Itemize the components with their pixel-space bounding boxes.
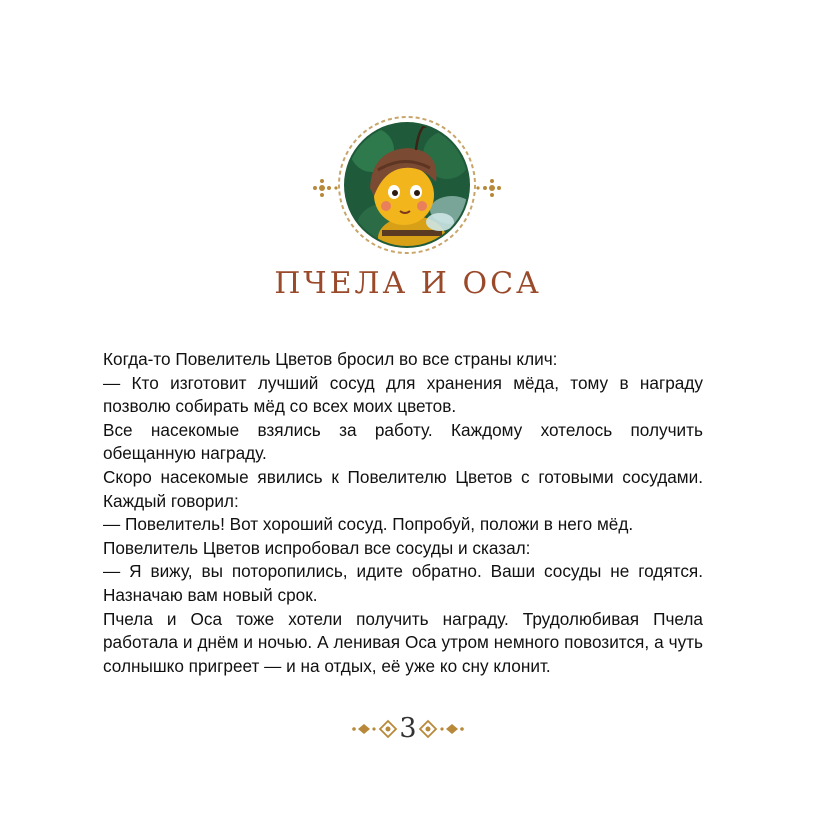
paragraph: Когда-то Повелитель Цветов бросил во все страны клич: xyxy=(103,349,558,369)
paragraph: Скоро насекомые явились к Повелителю Цветов с готовыми сосудами. Каждый говорил: xyxy=(103,466,703,511)
left-flower-ornament xyxy=(313,179,338,197)
paragraph: Все насекомые взялись за работу. Каждому хотелось получить обещанную награду. xyxy=(103,419,703,464)
paragraph: — Кто изготовит лучший сосуд для хранения мёда, тому в награду позволю собирать мёд со всех моих цветов. xyxy=(103,372,703,417)
bee-medallion-illustration xyxy=(312,110,502,260)
paragraph: Повелитель Цветов испробовал все сосуды и сказал: xyxy=(103,537,531,558)
story-title: ПЧЕЛА И ОСА xyxy=(274,266,542,301)
paragraph: Пчела и Оса тоже хотели получить награду. Трудолюбивая Пчела работала и днём и ночью. А ленивая Оса утром немного повозится, а чуть солнышко пригреет — и на отдых, её уже ко сну клонит. xyxy=(103,608,703,676)
paragraph: — Повелитель! Вот хороший сосуд. Попробуй, положи в него мёд. xyxy=(103,514,634,535)
page-number: 3 xyxy=(399,713,417,744)
paragraph: — Я вижу, вы поторопились, идите обратно. Ваши сосуды не годятся. Назначаю вам новый срок. xyxy=(103,561,703,605)
page-footer xyxy=(350,712,466,746)
story-text xyxy=(103,348,703,678)
right-flower-ornament xyxy=(476,179,501,197)
